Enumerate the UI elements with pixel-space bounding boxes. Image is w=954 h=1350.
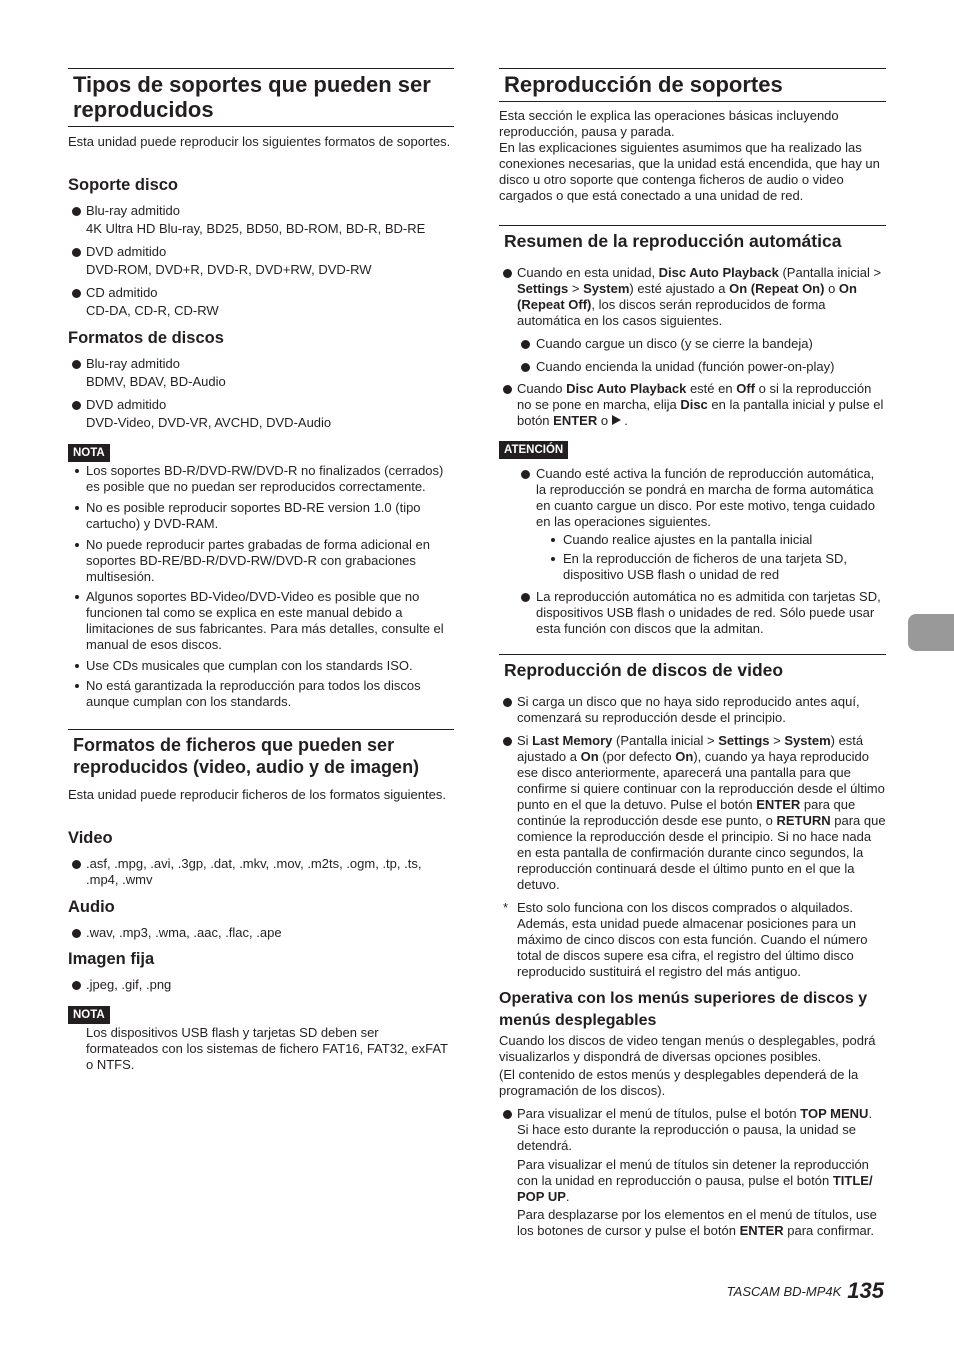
heading-auto-playback: Resumen de la reproducción automática	[499, 225, 886, 252]
caution-item: Cuando esté activa la función de reproducción automática, la reproducción se pondrá en marcha de forma automática en cuanto cargue un disco. Por este motivo, tenga cuidado en las operaciones siguientes.	[499, 466, 886, 530]
list-item-continued: Para desplazarse por los elementos en el menú de títulos, use los botones de cursor y pulse el botón ENTER para confirmar.	[517, 1207, 877, 1238]
note-item: No es posible reproducir soportes BD-RE version 1.0 (tipo cartucho) y DVD-RAM.	[68, 500, 454, 532]
list-item: .jpeg, .gif, .png	[68, 977, 454, 993]
sub-list-item: Cuando encienda la unidad (función power-on-play)	[499, 359, 886, 375]
heading-formatos-discos: Formatos de discos	[68, 329, 224, 347]
nota-badge: NOTA	[68, 444, 110, 462]
note-item: No puede reproducir partes grabadas de forma adicional en soportes BD-RE/BD-R/DVD-RW/DVD-R con grabaciones multisesión.	[68, 537, 454, 585]
section-title-playback: Reproducción de soportes	[499, 68, 886, 102]
list-item: .wav, .mp3, .wma, .aac, .flac, .ape	[68, 925, 454, 941]
list-item: DVD admitido DVD-Video, DVD-VR, AVCHD, DVD-Audio	[68, 397, 454, 431]
list-item: CD admitido CD-DA, CD-R, CD-RW	[68, 285, 454, 319]
caution-sub-item: Cuando realice ajustes en la pantalla inicial	[499, 532, 886, 548]
files-intro: Esta unidad puede reproducir ficheros de los formatos siguientes.	[68, 787, 446, 802]
list-item: Cuando Disc Auto Playback esté en Off o si la reproducción no se pone en marcha, elija Disc en la pantalla inicial y pulse el botón ENTER o .	[499, 381, 886, 429]
caution-item: La reproducción automática no es admitida con tarjetas SD, dispositivos USB flash o unidades de red. Sólo puede usar esta función con discos que la admitan.	[499, 589, 886, 637]
heading-soporte-disco: Soporte disco	[68, 176, 179, 194]
section-title-media-types: Tipos de soportes que pueden ser reproducidos	[68, 68, 454, 127]
page-number: 135	[847, 1278, 884, 1303]
page-footer	[727, 1278, 884, 1305]
heading-video: Video	[68, 829, 113, 847]
heading-disc-menus: Operativa con los menús superiores de discos y menús desplegables	[499, 990, 868, 1029]
list-item: DVD admitido DVD-ROM, DVD+R, DVD-R, DVD+RW, DVD-RW	[68, 244, 454, 278]
note-item: Use CDs musicales que cumplan con los standards ISO.	[68, 658, 454, 674]
heading-imagen-fija: Imagen fija	[68, 950, 155, 968]
heading-video-discs: Reproducción de discos de video	[499, 654, 886, 681]
list-item: .asf, .mpg, .avi, .3gp, .dat, .mkv, .mov, .m2ts, .ogm, .tp, .ts, .mp4, .wmv	[68, 856, 454, 888]
list-item: Blu-ray admitido 4K Ultra HD Blu-ray, BD25, BD50, BD-ROM, BD-R, BD-RE	[68, 203, 454, 237]
nota-badge: NOTA	[68, 1006, 110, 1024]
menus-paragraph-1: Cuando los discos de video tengan menús o desplegables, podrá visualizarlos y dispondrá de diversas opciones posibles.	[499, 1033, 876, 1064]
list-item: Para visualizar el menú de títulos, pulse el botón TOP MENU. Si hace esto durante la reproducción o pausa, la unidad se detendrá.	[499, 1106, 886, 1154]
playback-intro-2: En las explicaciones siguientes asumimos que ha realizado las conexiones necesarias, que la unidad está encendida, que hay un disco u otro soporte que contenga ficheros de audio o video cargados o que está conectado a una unidad de red.	[499, 140, 880, 203]
playback-intro-1: Esta sección le explica las operaciones básicas incluyendo reproducción, pausa y parada.	[499, 108, 839, 139]
sub-list-item: Cuando cargue un disco (y se cierre la bandeja)	[499, 336, 886, 352]
note-item: Algunos soportes BD-Video/DVD-Video es posible que no funcionen tal como se explica en este manual debido a limitaciones de sus fabricantes. Para más detalles, consulte el manual de esos discos.	[68, 589, 454, 653]
note-item: No está garantizada la reproducción para todos los discos aunque cumplan con los standards.	[68, 678, 454, 710]
menus-paragraph-2: (El contenido de estos menús y desplegables dependerá de la programación de los discos).	[499, 1067, 859, 1098]
footnote: * Esto solo funciona con los discos comprados o alquilados. Además, esta unidad puede almacenar posiciones para un máximo de cinco discos con esta función. Cuando el número total de discos supere esa cifra, el registro del último disco reproducido sustituirá el registro del más antiguo.	[503, 900, 868, 979]
heading-audio: Audio	[68, 898, 115, 916]
model-name: TASCAM BD-MP4K	[726, 1284, 842, 1299]
list-item: Si Last Memory (Pantalla inicial > Settings > System) está ajustado a On (por defecto On), cuando ya haya reproducido ese disco anteriormente, aparecerá una pantalla para que confirme si quiere continuar con la reproducción desde el último punto en el que la detuvo. Pulse el botón ENTER para que continúe la reproducción desde ese punto, o RETURN para que comience la reproducción desde el principio. Si no hace nada en esta pantalla de confirmación durante cinco segundos, la reproducción continuará desde el último punto en el que la detuvo.	[499, 733, 886, 893]
atencion-badge: ATENCIÓN	[499, 441, 568, 459]
list-item: Blu-ray admitido BDMV, BDAV, BD-Audio	[68, 356, 454, 390]
list-item: Si carga un disco que no haya sido reproducido antes aquí, comenzará su reproducción desde el principio.	[499, 694, 886, 726]
caution-sub-item: En la reproducción de ficheros de una tarjeta SD, dispositivo USB flash o unidad de red	[499, 551, 886, 583]
note-item: Los soportes BD-R/DVD-RW/DVD-R no finalizados (cerrados) es posible que no puedan ser reproducidos correctamente.	[68, 463, 454, 495]
media-intro: Esta unidad puede reproducir los siguientes formatos de soportes.	[68, 134, 451, 149]
list-item-continued: Para visualizar el menú de títulos sin detener la reproducción con la unidad en reproducción o pausa, pulse el botón TITLE/ POP UP.	[517, 1157, 873, 1204]
chapter-tab	[908, 614, 954, 651]
play-icon	[612, 415, 621, 425]
note-text: Los dispositivos USB flash y tarjetas SD deben ser formateados con los sistemas de fichero FAT16, FAT32, exFAT o NTFS.	[86, 1025, 448, 1072]
list-item: Cuando en esta unidad, Disc Auto Playback (Pantalla inicial > Settings > System) esté ajustado a On (Repeat On) o On (Repeat Off), los discos serán reproducidos de forma automática en los casos siguientes.	[499, 265, 886, 329]
section-title-file-formats: Formatos de ficheros que pueden ser reproducidos (video, audio y de imagen)	[68, 729, 454, 778]
